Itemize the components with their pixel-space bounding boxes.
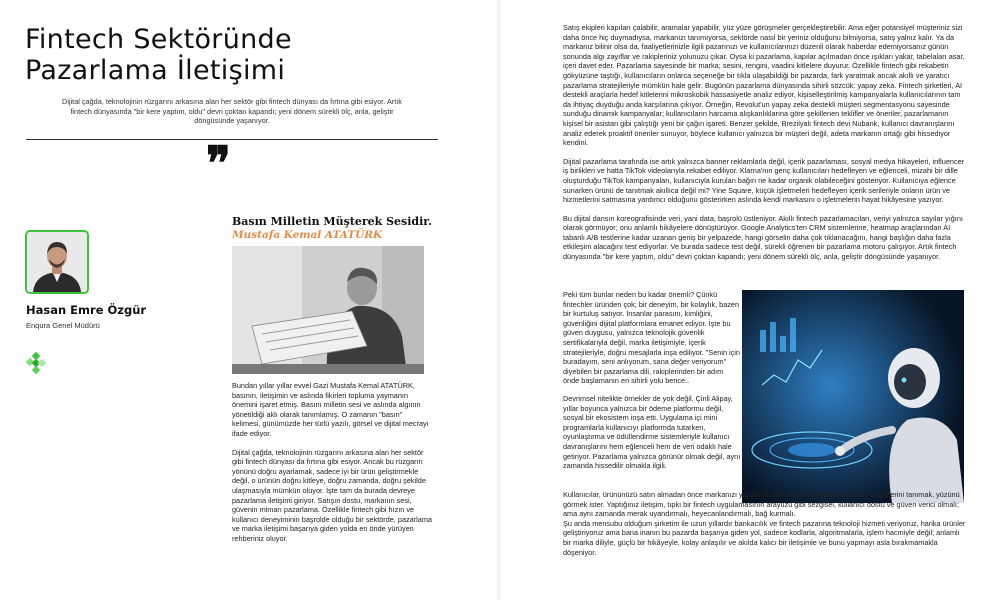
right-mid-text — [563, 290, 741, 479]
left-paragraph-2: Dijital çağda, teknolojinin rüzgarını arkasına alan her sektör gibi fintech dünyası da fırtına gibi esiyor. Ancak bu rüzgarın yönünü doğru ayarlamak, sadece iyi bir ürün geliştirmekle değil, o ürünün doğru kitleye, doğru zamanda, doğru şekilde ulaşmasıyla mümkün oluyor. İşte tam da burada devreye pazarlama iletişimi giriyor. Satışın dostu, markanın sesi, güvenin mimarı pazarlama. Özellikle fintech gibi hızın ve kullanıcı deneyiminin başrolde olduğu bir sektörde, pazarlama ve marka iletişimi başarıya giden yolda en önde yürüyen rehberiniz oluyor. — [232, 447, 432, 543]
right-bottom-text — [563, 490, 968, 557]
right-paragraph-6: Kullanıcılar, ürününüzü satın almadan önce markanızı yaşamak ister; onun hikâyesini duymak, değerlerini tanımak, yüzünü görmek ister. Yaptığınız iletişim, tıpkı bir fintech uygulamasının arayüzü gibi sezgisel, kullanıcı dostu ve güven verici olmalı; ama aynı zamanda merak uyandırmalı, heyecanlandırmalı, bağ kurmalı. — [563, 490, 960, 519]
left-column-text — [232, 381, 432, 553]
quote-title: Basın Milletin Müşterek Sesidir. — [232, 215, 432, 228]
ataturk-reading-newspaper-icon — [232, 246, 424, 374]
article-title-line-1: Fintech Sektöründe — [25, 24, 292, 55]
enqura-logo-icon — [25, 352, 47, 374]
author-name: Hasan Emre Özgür — [26, 303, 147, 317]
article-title-line-2: Pazarlama İletişimi — [25, 55, 286, 86]
right-paragraph-3: Bu dijital dansın koreografisinde veri, yani data, başrolü üstleniyor. Akıllı fintech pazarlamacıları, veriyi yalnızca sayılar yığını olarak görmüyor; onu anlamlı hikâyelere dönüştürüyor. Google Analytics'ten CRM sistemlerine, heatmap araçlarından AI tabanlı A/B testlerine kadar uzanan geniş bir yelpazede, hangi görselin daha çok tıklanacağını, hangi başlığın daha fazla etkileşim alacağını test ediyorlar. Ve burada sadece test değil, sürekli öğrenen bir pazarlama motoru çalışıyor. Artık fintech dünyasında "bir kere yaptım, oldu" devri çoktan kapandı; yeni dönem sürekli ölç, anla, geliştir döngüsünde yaşanıyor. — [563, 213, 963, 262]
page-gutter — [497, 0, 503, 600]
portrait-photo-icon — [27, 232, 87, 292]
right-paragraph-1: Satış ekipleri kapıları çalabilir, aramalar yapabilir, yüz yüze görüşmeler gerçekleştirebilir. Ama eğer potansiyel müşteriniz sizi daha önce hiç duymadıysa, markanızı tanımıyorsa, sektörde nasıl bir yeriniz olduğunu bilmiyorsa, satış yalnız kalır. Ya da markanız bilinir olsa da, faaliyetlerinizle ilgili pazarınızı ve kullanıcılarınızı düzenli olarak haberdar edemiyorsanız günün sonunda algı zayıflar ve rakipleriniz yolunuzu çıkar. Oysa ki pazarlama, kapılar açılmadan önce ışıkları yakar, tabelaları asar, içeri davet eder. Pazarlama sayesinde bir marka; sesini, rengini, vaadini kitlelere duyurur. Özellikle fintech gibi rekabetin gökyüzüne taştığı, kullanıcıların onlarca seçeneğe bir tıkla ulaşabildiği bir pazarda, fark yaratmak ancak akıllı ve yaratıcı pazarlama stratejileriyle mümkün hale gelir. Bugünün pazarlama dünyasında sihirli sözcük: yapay zeka. Fintech şirketleri, AI destekli araçlarla hedef kitlelerini mikroskobik hassasiyetle analiz ediyor, kişiselleştirilmiş kampanyalarla kullanıcılarının tam da ihtiyaç duyduğu anda karşılarına çıkıyor. Örneğin, Revolut'un yapay zeka destekli müşteri segmentasyonu sayesinde sunduğu dinamik kampanyalar; kullanıcıların harcama alışkanlıklarına göre şekillenen teklifler ve öneriler, pazarlamanın kişisel bir asistan gibi çalıştığı yeni bir çağın işareti. Benzer şekilde, Brezilyalı fintech devi Nubank, kullanıcı davranışlarını analiz ederek proaktif öneriler sunuyor, böylece kullanıcı yalnızca bir müşteri değil, adeta markanın ortağı gibi hissediyor kendini. — [563, 23, 965, 148]
right-top-text — [563, 23, 968, 271]
author-avatar — [25, 230, 89, 294]
left-paragraph-1: Bundan yıllar yıllar evvel Gazi Mustafa Kemal ATATÜRK, basının, iletişimin ve aslında fikirleri topluma yaymanın önemini işaret etmiş. Basını milletin sesi ve aslında algının yönetildiği aklı olarak tanımlamış. O zamanın "basın" kelimesi, günümüzde her türlü yazılı, görsel ve dijital mecrayı ifade ediyor. — [232, 381, 429, 438]
right-paragraph-2: Dijital pazarlama tarafında ise artık yalnızca banner reklamlarla değil, içerik pazarlaması, sosyal medya hikayeleri, influencer iş birlikleri ve hatta TikTok videolarıyla rekabet ediliyor. Klarna'nın genç kullanıcıları hedefleyen ve eğlenceli, mizahi bir dille oluşturduğu TikTok kampanyaları, kullanıcıyla kurulan bağın ne kadar organik olabileceğini gösteriyor. Kullanıcıya eğlence sunarken ürünü de tanıtmak akıllıca değil mi? Yine Square, küçük işletmeleri hedefleyen içerik serileriyle onların ürün ve hizmetlerini satmasına yardımcı olduğunu gösterirken aslında kendi markasını o işletmelerin hayat hikâyesine yazıyor. — [563, 156, 965, 205]
article-intro: Dijital çağda, teknolojinin rüzgarını arkasına alan her sektör gibi fintech dünyası da fırtına gibi esiyor. Artık fintech dünyasında "bir kere yaptım, oldu" devri çoktan kapandı; yeni dönem sürekli ölç, anla, geliştir döngüsünde yaşanıyor. — [62, 97, 402, 125]
right-paragraph-4: Peki tüm bunlar neden bu kadar önemli? Çünkü fintechler üründen çok; bir deneyim, bir kolaylık, bazen bir kurtuluş satıyor. İnsanlar parasını, kimliğini, güvenliğini dijital platformlara emanet ediyor. İşte bu güven duygusu, yalnızca teknolojik güvenlik sertifikalarıyla değil, marka iletişimiyle, içerik stratejileriyle, doğru mesajlarla inşa ediliyor. "Senin için buradayım, seni anlıyorum, sana değer veriyorum" diyebilen bir pazarlama dili, rakiplerinden bir adım önde başlamanın en sihirli yolu bence.. — [563, 290, 740, 386]
article-title — [25, 24, 445, 86]
right-paragraph-5: Devrimsel nitelikte örnekler de yok değil. Çinli Alipay, yıllar boyunca yalnızca bir ödeme platformu değil, sosyal bir ekosistem inşa etti. Uygulama içi mini programlarla kullanıcıyı platformda tutarken, oyunlaştırma ve ödüllendirme sistemleriyle kullanıcı davranışlarını hem eğlenceli hem de veri odaklı hale getiriyor. Pazarlama yalnızca görünür olmak değil, aynı zamanda hissedilir olmakla ilgili. — [563, 393, 741, 471]
quote-author: Mustafa Kemal ATATÜRK — [232, 229, 383, 241]
author-role: Enqura Genel Müdürü — [26, 321, 100, 330]
title-divider — [26, 139, 438, 140]
right-paragraph-7: Şu anda mensubu olduğum şirketim ile uzun yıllardır bankacılık ve fintech pazarına teknoloji hizmeti veriyoruz, harika ürünler geliştiriyoruz ama bana inanın bu pazarda başarıya giden yol, sadece kodlarla, algoritmalarla, işlem hacmiyle değil; anlamlı bir marka diliyle, güçlü bir hikâyeyle, kolay anlaşılır ve akılda kalıcı bir iletişimle ve bunu yapmayı asla bırakmamakla döşeniyor. — [563, 518, 966, 557]
ai-robot-illustration-icon — [742, 290, 964, 503]
ataturk-photo — [232, 246, 424, 374]
ai-robot-image — [742, 290, 964, 503]
quote-mark-icon: ❞ — [206, 136, 231, 190]
